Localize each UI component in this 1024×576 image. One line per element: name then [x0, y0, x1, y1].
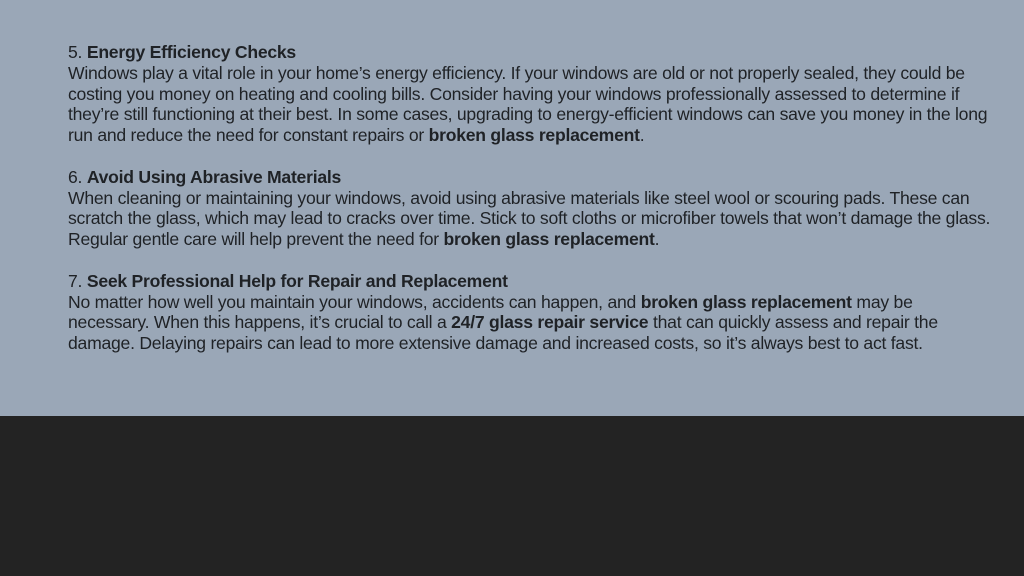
- section-body: [68, 292, 996, 354]
- section-title: Seek Professional Help for Repair and Replacement: [86, 270, 508, 291]
- highlight-text: broken glass replacement: [640, 291, 852, 312]
- section-heading: [68, 167, 996, 188]
- section-number: 5.: [68, 42, 83, 62]
- body-text: may be necessary. When this happens, it’s crucial to call a: [68, 291, 913, 333]
- highlight-text: broken glass replacement: [428, 125, 640, 146]
- section-number: 6.: [68, 166, 83, 187]
- section-number: 7.: [68, 270, 83, 291]
- section-professional-help: [68, 271, 996, 354]
- body-text: Windows play a vital role in your home’s energy efficiency. If your windows are old or not properly sealed, they could be costing you money on heating and cooling bills. Consider having your windows professionally assessed to determine if they’re still functioning at their best. In some cases, upgrading to energy-efficient windows can save you money in the long run and reduce the need for constant repairs or: [68, 62, 988, 146]
- section-energy-efficiency: [68, 42, 996, 146]
- section-heading: [68, 271, 996, 292]
- section-title: Energy Efficiency Checks: [86, 42, 296, 62]
- section-body: [68, 188, 996, 250]
- body-text: .: [654, 229, 660, 250]
- section-title: Avoid Using Abrasive Materials: [86, 166, 342, 187]
- highlight-text: broken glass replacement: [443, 229, 655, 250]
- section-heading: [68, 42, 996, 63]
- dark-footer-band: [0, 416, 1024, 576]
- section-body: [68, 63, 996, 146]
- body-text: When cleaning or maintaining your windows, avoid using abrasive materials like steel wool or scouring pads. These can scratch the glass, which may lead to cracks over time. Stick to soft cloths or microfiber towels that won’t damage the glass. Regular gentle care will help prevent the need for: [68, 187, 991, 250]
- section-abrasive-materials: [68, 167, 996, 250]
- highlight-text: 24/7 glass repair service: [451, 312, 649, 333]
- body-text: .: [639, 125, 645, 146]
- body-text: that can quickly assess and repair the damage. Delaying repairs can lead to more extensive damage and increased costs, so it’s always best to act fast.: [68, 312, 938, 354]
- body-text: No matter how well you maintain your windows, accidents can happen, and: [68, 291, 641, 312]
